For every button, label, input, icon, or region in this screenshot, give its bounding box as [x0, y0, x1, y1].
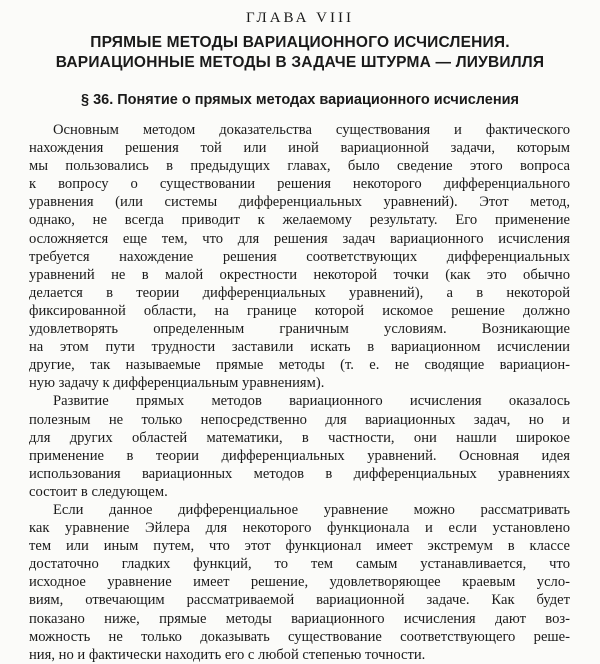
chapter-title [0, 33, 600, 73]
text-line: для других областей математики, в частности, они нашли широкое [29, 429, 570, 446]
paragraph [29, 121, 570, 392]
text-line: к вопросу о существовании решения некоторого дифференциального [29, 176, 570, 193]
chapter-heading: ГЛАВА VIII [245, 10, 354, 26]
body-text [29, 121, 570, 664]
chapter-title-line: ВАРИАЦИОННЫЕ МЕТОДЫ В ЗАДАЧЕ ШТУРМА — ЛИУВИЛЛЯ [55, 54, 545, 71]
text-line: можность не только доказывать существование соответствующего реше- [29, 628, 570, 645]
text-line: делается в теории дифференциальных уравнений), а в некоторой [29, 284, 570, 301]
text-line: применение в теории дифференциальных уравнений. Основная идея [29, 447, 570, 464]
text-line: однако, не всегда приводит к желаемому результату. Его применение [29, 212, 570, 229]
text-line: достаточно гладких функций, то тем самым устанавливается, что [29, 556, 570, 573]
text-line: на этом пути трудности заставили искать в вариационном исчислении [29, 339, 570, 356]
section-heading: § 36. Понятие о прямых методах вариационного исчисления [80, 92, 520, 108]
text-line: уравнения (или системы дифференциальных уравнений). Этот метод, [29, 194, 570, 211]
text-line: тем или иным путем, что этот функционал имеет экстремум в классе [29, 538, 570, 555]
chapter-title-line: ПРЯМЫЕ МЕТОДЫ ВАРИАЦИОННОГО ИСЧИСЛЕНИЯ. [90, 34, 510, 51]
text-line: ния, но и фактически находить его с любой степенью точности. [29, 646, 426, 663]
text-line: показано ниже, прямые методы вариационного исчисления дают воз- [29, 610, 570, 627]
text-line: Если данное дифференциальное уравнение можно рассматривать [53, 501, 570, 518]
text-line: как уравнение Эйлера для некоторого функционала и если установлено [29, 520, 570, 537]
text-line: виям, отвечающим рассматриваемой вариационной задаче. Как будет [29, 592, 570, 609]
text-line: осложняется еще тем, что для решения задач вариационного исчисления [29, 230, 570, 247]
text-line: уравнений не в малой окрестности некоторой точки (как это обычно [29, 266, 570, 283]
text-line: мы пользовались в предыдущих главах, было сведение этого вопроса [29, 158, 570, 175]
paragraph [29, 501, 570, 664]
text-line: исходное уравнение имеет решение, удовлетворяющее краевым усло- [29, 574, 570, 591]
text-line: фиксированной области, на границе которой искомое решение должно [29, 302, 570, 319]
text-line: удовлетворять определенным граничным условиям. Возникающие [29, 321, 570, 338]
text-line: состоит в следующем. [29, 483, 168, 500]
text-line: ную задачу к дифференциальным уравнениям). [29, 375, 325, 392]
text-line: полезным не только непосредственно для вариационных задач, но и [29, 411, 570, 428]
paragraph [29, 392, 570, 501]
text-line: требуется нахождение решения соответствующих дифференциальных [29, 248, 570, 265]
text-line: нахождения решения той или иной вариационной задачи, которым [29, 140, 570, 157]
text-line: использования вариационных методов в дифференциальных уравнениях [29, 465, 570, 482]
text-line: другие, так называемые прямые методы (т. е. не сводящие вариацион- [29, 357, 570, 374]
text-line: Развитие прямых методов вариационного исчисления оказалось [53, 393, 570, 410]
text-line: Основным методом доказательства существования и фактического [53, 122, 570, 138]
